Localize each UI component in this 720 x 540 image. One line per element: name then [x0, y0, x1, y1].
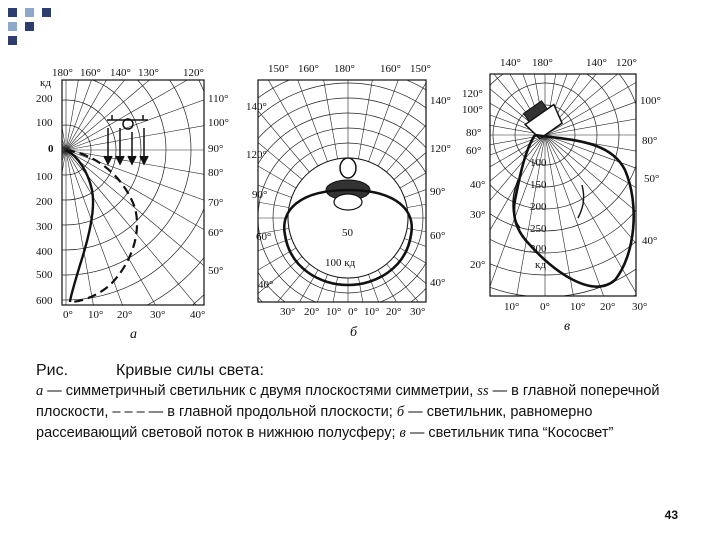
svg-text:140°: 140° [430, 95, 451, 107]
svg-text:140°: 140° [110, 67, 131, 79]
caption-text-v: — светильник типа “Кососвет” [405, 425, 614, 441]
svg-text:30°: 30° [470, 209, 486, 221]
svg-text:30°: 30° [632, 301, 648, 313]
svg-text:90°: 90° [252, 189, 268, 201]
svg-text:100: 100 [530, 157, 547, 169]
svg-text:400: 400 [36, 246, 53, 258]
svg-text:20°: 20° [304, 306, 320, 318]
top-angles-a [52, 67, 204, 79]
svg-text:30°: 30° [410, 306, 426, 318]
diagram-letter-c: в [564, 319, 571, 334]
svg-text:40°: 40° [470, 179, 486, 191]
svg-text:10°: 10° [364, 306, 380, 318]
svg-text:40°: 40° [190, 309, 206, 321]
caption-prefix: Рис. [36, 362, 69, 379]
decor-square [25, 22, 34, 31]
svg-text:20°: 20° [600, 301, 616, 313]
svg-text:110°: 110° [208, 93, 229, 105]
svg-text:160°: 160° [80, 67, 101, 79]
svg-text:600: 600 [36, 295, 53, 307]
svg-text:20°: 20° [117, 309, 133, 321]
svg-text:180°: 180° [334, 63, 355, 75]
left-angles-b [246, 101, 273, 291]
decor-square [8, 8, 17, 17]
unit-label-a: кд [40, 77, 51, 89]
svg-text:250: 250 [530, 223, 547, 235]
radial-values-c [530, 157, 547, 271]
svg-text:50°: 50° [644, 173, 660, 185]
left-values-a [36, 93, 54, 307]
svg-text:0°: 0° [63, 309, 73, 321]
bottom-angles-b [280, 306, 425, 318]
svg-text:10°: 10° [570, 301, 586, 313]
svg-text:300: 300 [530, 243, 547, 255]
decor-square [25, 8, 34, 17]
svg-text:60°: 60° [256, 231, 272, 243]
svg-text:150: 150 [530, 179, 547, 191]
svg-text:80°: 80° [466, 127, 482, 139]
caption-letter-b: б [396, 404, 405, 420]
right-angles-c [640, 95, 661, 247]
svg-text:0°: 0° [540, 301, 550, 313]
svg-text:10°: 10° [504, 301, 520, 313]
svg-text:40°: 40° [430, 277, 446, 289]
svg-text:100: 100 [36, 171, 53, 183]
svg-text:500: 500 [36, 269, 53, 281]
caption-letter-a: а [36, 383, 44, 399]
svg-text:60°: 60° [466, 145, 482, 157]
right-angles-b [430, 95, 451, 289]
svg-text:200: 200 [36, 93, 53, 105]
svg-text:200: 200 [530, 201, 547, 213]
caption-title: Кривые силы света: [116, 362, 264, 379]
svg-text:0: 0 [48, 143, 54, 155]
decor-square [42, 8, 51, 17]
svg-text:120°: 120° [246, 149, 267, 161]
svg-text:80°: 80° [642, 135, 658, 147]
svg-text:60°: 60° [430, 230, 446, 242]
svg-text:70°: 70° [208, 197, 224, 209]
svg-text:120°: 120° [462, 88, 483, 100]
svg-text:100°: 100° [208, 117, 229, 129]
caption-text-a2: — в главной поперечной плоскости, – – – — в главной продольной плоскости; [36, 383, 660, 420]
caption-text-b: — светильник, равномерно рассеивающий световой поток в нижнюю полусферу; [36, 404, 593, 441]
diagram-letter-a: а [130, 327, 137, 342]
left-angles-c [462, 88, 485, 271]
svg-text:130°: 130° [138, 67, 159, 79]
svg-text:140°: 140° [500, 57, 521, 69]
top-angles-c [500, 57, 637, 69]
bottom-angles-a [63, 309, 205, 321]
svg-text:40°: 40° [258, 279, 274, 291]
inner-value-b: 50 [342, 227, 353, 239]
svg-text:180°: 180° [52, 67, 73, 79]
top-angles-b [268, 63, 431, 75]
svg-text:100°: 100° [462, 104, 483, 116]
svg-text:120°: 120° [430, 143, 451, 155]
caption-title-line [36, 360, 696, 381]
svg-text:20°: 20° [470, 259, 486, 271]
figure-caption [36, 360, 696, 444]
svg-text:10°: 10° [326, 306, 342, 318]
svg-text:180°: 180° [532, 57, 553, 69]
light-distribution-diagrams [0, 40, 720, 350]
svg-text:150°: 150° [410, 63, 431, 75]
svg-text:10°: 10° [88, 309, 104, 321]
svg-text:60°: 60° [208, 227, 224, 239]
caption-ss: ss [477, 383, 489, 399]
diagram-letter-b: б [350, 325, 358, 340]
svg-text:120°: 120° [616, 57, 637, 69]
svg-text:80°: 80° [208, 167, 224, 179]
svg-text:50°: 50° [208, 265, 224, 277]
right-angles-a [208, 93, 229, 277]
svg-text:100: 100 [36, 117, 53, 129]
svg-text:160°: 160° [380, 63, 401, 75]
page-number: 43 [664, 508, 678, 522]
svg-text:300: 300 [36, 221, 53, 233]
svg-text:120°: 120° [183, 67, 204, 79]
caption-letter-v: в [399, 425, 406, 441]
svg-text:140°: 140° [586, 57, 607, 69]
svg-text:140°: 140° [246, 101, 267, 113]
svg-text:150°: 150° [268, 63, 289, 75]
caption-body [36, 381, 696, 444]
svg-text:40°: 40° [642, 235, 658, 247]
unit-label-c: кд [535, 259, 546, 271]
svg-text:90°: 90° [430, 186, 446, 198]
svg-text:30°: 30° [150, 309, 166, 321]
svg-text:160°: 160° [298, 63, 319, 75]
svg-text:30°: 30° [280, 306, 296, 318]
svg-text:200: 200 [36, 196, 53, 208]
bottom-angles-c [504, 301, 647, 313]
svg-text:0°: 0° [348, 306, 358, 318]
unit-label-b: 100 кд [325, 257, 356, 269]
svg-text:20°: 20° [386, 306, 402, 318]
svg-text:90°: 90° [208, 143, 224, 155]
decor-square [8, 22, 17, 31]
caption-text-a: — симметричный светильник с двумя плоскостями симметрии, [43, 383, 478, 399]
svg-text:100°: 100° [640, 95, 661, 107]
